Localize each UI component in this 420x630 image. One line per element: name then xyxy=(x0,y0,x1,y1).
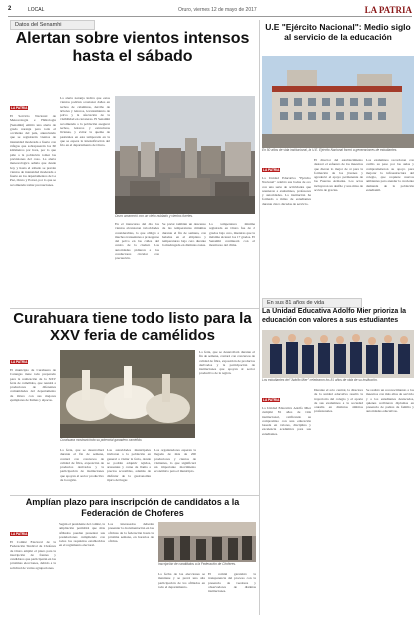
army-text-3: Los exalumnos recordaron con cariño su paso por las aulas y comprometieron su apoyo para mejorar la infraestructura del colegio, que requiere nuevos ambientes para atender la creciente demanda de la población estudiantil. xyxy=(366,158,414,193)
column-divider xyxy=(259,20,260,615)
army-column-1 xyxy=(262,158,311,294)
city-skyline-image xyxy=(115,96,255,214)
page-number: 2 xyxy=(8,6,12,12)
weather-column-4 xyxy=(162,222,206,307)
camelid-column-4 xyxy=(154,448,196,492)
weather-text-3: En el transcurso del día los vientos alcanzaron velocidades considerables, lo que obligó a muchos transeúntes a protegerse del polvo en las calles del centro de la ciudad. Las autoridades pidieron a los conductores circular con precaución. xyxy=(115,222,159,261)
weather-column-5 xyxy=(209,222,255,307)
camelid-text-1: El municipio de Curahuara de Carangas tiene todo preparado para la realización de la XXV feria de camélidos, que reunirá a productores de diferentes comunidades del departamento de Oruro con sus mejores ejemplares de llamas y alpacas. xyxy=(10,368,56,403)
school-photo xyxy=(262,330,414,378)
students-image xyxy=(262,330,414,378)
weather-text-4: Se prevé también un descenso de las temperaturas mínimas durante el fin de semana, con heladas en el altiplano y temperaturas bajo cero durante la madrugada en distintas zonas. xyxy=(162,222,206,248)
drivers-photo xyxy=(158,522,256,562)
camelid-photo-caption: Curahuara mostrará todo su potencial ganadero camélido. xyxy=(60,438,143,442)
camelid-column-1 xyxy=(10,350,56,490)
drivers-text-5: El comité garantizó la transparencia del proceso con la presencia de veedores y observadores de distintas instituciones. xyxy=(208,572,256,594)
weather-text-2: La alerta naranja indica que estos vientos podrían ocasionar daños en techos de calaminas, derribo de árboles y letreros, levantamiento de polvo y la afectación de la visibilidad en carreteras. El Senamhi recomienda a la población asegurar techos, letreros y estructuras livianas, y evitar la quema de pastizales en esta temporada en la que se espera la intensificación del frío en el departamento de Oruro. xyxy=(60,96,110,148)
army-column-3 xyxy=(366,158,414,294)
drivers-text-3: Los interesados deberán presentar la documentación en las oficinas de la federación hasta la próxima semana, en horarios de oficina. xyxy=(108,522,154,544)
camelid-text-2: La feria, que se desarrollará durante el fin de semana, contará con concursos de calidad de fibra, exposición de productos derivados y la participación de instituciones que apoyan al sector productivo de la región. xyxy=(60,448,104,483)
school-text-3: Se realizó un reconocimiento a los maestros con más años de servicio y a los estudiantes destacados, quienes recibieron diplomas en presencia de padres de familia y autoridades educativas. xyxy=(366,388,414,414)
weather-headline: Alertan sobre vientos intensos hasta el sábado xyxy=(15,30,250,65)
weather-text-5: La temperatura mínima registrada en Oruro fue de 2 grados bajo cero, mientras que la máxima alcanzó los 17 grados. El Senamhi continuará con el monitoreo del clima. xyxy=(209,222,255,248)
drivers-column-2 xyxy=(59,522,105,617)
drivers-photo-caption: Inscripción de candidatos a la Federación de Choferes. xyxy=(158,562,236,566)
camelid-text-5: La feria, que se desarrollará durante el fin de semana, contará con concursos de calidad de fibra, exposición de productos derivados y la participación de instituciones que apoyan al sector productivo de la región. xyxy=(199,350,255,376)
llamas-image xyxy=(60,350,195,438)
drivers-column-4 xyxy=(158,572,205,617)
school-column-2 xyxy=(314,388,363,614)
section-label: LOCAL xyxy=(28,7,45,13)
school-photo-caption: Los estudiantes del "Adolfo Mier" celebraron los 81 años de vida de su institución. xyxy=(262,378,378,382)
school-headline: La Unidad Educativa Adolfo Mier prioriza la educación con valores a sus estudiantes xyxy=(262,308,407,324)
camelid-column-3 xyxy=(107,448,151,492)
drivers-text-1: El Comité Electoral de la Federación Sindical de Choferes de Oruro amplió el plazo para la inscripción de frentes y candidatos que participarán en las próximas elecciones, debido a la solicitud de varias agrupaciones. xyxy=(10,540,56,570)
drivers-column-3 xyxy=(108,522,154,617)
meeting-image xyxy=(158,522,256,562)
camelid-headline: Curahuara tiene todo listo para la XXV feria de camélidos xyxy=(13,310,252,344)
camelid-column-5 xyxy=(199,350,255,492)
weather-kicker: Datos del Senamhi xyxy=(10,20,95,30)
drivers-column-5 xyxy=(208,572,256,617)
drivers-text-2: Según el presidente del comité, la ampliación permitirá que más afiliados puedan presentar sus postulaciones cumpliendo con todos los requisitos establecidos en el reglamento electoral. xyxy=(59,522,105,548)
page-header xyxy=(8,5,412,17)
camelid-text-4: Los organizadores esperan la llegada de más de 200 productores y cientos de visitantes, lo que significará un importante movimiento económico para el municipio. xyxy=(154,448,196,474)
school-source-tag: LA PATRIA xyxy=(263,398,280,402)
army-source-tag: LA PATRIA xyxy=(263,168,280,172)
school-kicker: En sus 81 años de vida xyxy=(262,298,362,308)
drivers-text-4: La fecha de las elecciones se mantiene y se prevé una alta participación de los afiliados en todo el departamento. xyxy=(158,572,205,589)
drivers-source-tag: LA PATRIA xyxy=(11,532,28,536)
weather-text-1: El Servicio Nacional de Meteorología e Hidrología (Senamhi) emitió una alerta de grado naranja para toda el occidente del país, anunciando que se registrarán vientos de intensidad moderada a fuerte con ráfagas que sobrepasarán los 60 kilómetros por hora, por lo que pide a la población tomar las previsiones del caso. La alerta meteorológica señala que desde hoy y hasta el sábado se prevén vientos de intensidad moderada a fuerte en los departamentos de La Paz, Oruro y Potosí, por lo que se recomienda tomar precauciones. xyxy=(10,114,56,187)
school-column-1 xyxy=(262,388,311,614)
army-text-2: El director del establecimiento destacó el esfuerzo de los maestros que dieron lo mejor de sí para la formación de los jóvenes y agradeció el apoyo permanente de las Fuerzas Armadas. Los actos incluyeron un desfile y una misa de acción de gracias. xyxy=(314,158,363,193)
army-headline: U.E "Ejército Nacional": Medio siglo al servicio de la educación xyxy=(265,22,411,42)
masthead-logo: LA PATRIA xyxy=(364,5,412,15)
section-divider xyxy=(10,308,259,309)
weather-column-3 xyxy=(115,222,159,307)
school-text-1: La Unidad Educativa Adolfo Mier cumplió 81 años de vida institucional, ratificando su compromiso con una educación basada en valores, disciplina y excelencia académica para sus estudiantes. xyxy=(262,406,311,436)
section-divider-2 xyxy=(10,495,259,496)
army-column-2 xyxy=(314,158,363,294)
army-photo xyxy=(262,56,414,148)
weather-column-2 xyxy=(60,96,110,306)
weather-photo-caption: Oruro amaneció con un cielo nublado y vientos fuertes. xyxy=(115,214,193,218)
camelid-source-tag: LA PATRIA xyxy=(11,360,28,364)
army-text-1: La Unidad Educativa "Ejército Nacional" celebró sus bodas de oro con una serie de actividades que reunieron a exalumnos, profesores y autoridades. La institución ha formado a miles de estudiantes durante cinco décadas de servicio. xyxy=(262,176,311,206)
weather-source-tag: LA PATRIA xyxy=(11,106,28,110)
weather-column-1 xyxy=(10,96,56,306)
drivers-column-1 xyxy=(10,522,56,617)
dateline: Oruro, viernes 12 de mayo de 2017 xyxy=(178,7,257,13)
camelid-photo xyxy=(60,350,195,438)
drivers-headline: Amplían plazo para inscripción de candidatos a la Federación de Choferes xyxy=(25,497,240,518)
camelid-text-3: Las autoridades municipales invitaron a la población en general a visitar la feria, donde se podrán adquirir tejidos, artesanías y carne de llama a precios accesibles, además de disfrutar de la gastronomía típica del lugar. xyxy=(107,448,151,483)
school-column-3 xyxy=(366,388,414,614)
army-photo-caption: En 50 años de vida institucional, la U.E. Ejército Nacional formó a generaciones de estudiantes. xyxy=(262,148,398,152)
building-image xyxy=(262,56,414,148)
camelid-column-2 xyxy=(60,448,104,492)
school-text-2: Durante el acto central, la directora de la unidad educativa resaltó la trayectoria del colegio y el aporte de sus exalumnos a la sociedad orureña en distintos ámbitos profesionales. xyxy=(314,388,363,414)
weather-photo xyxy=(115,96,255,214)
